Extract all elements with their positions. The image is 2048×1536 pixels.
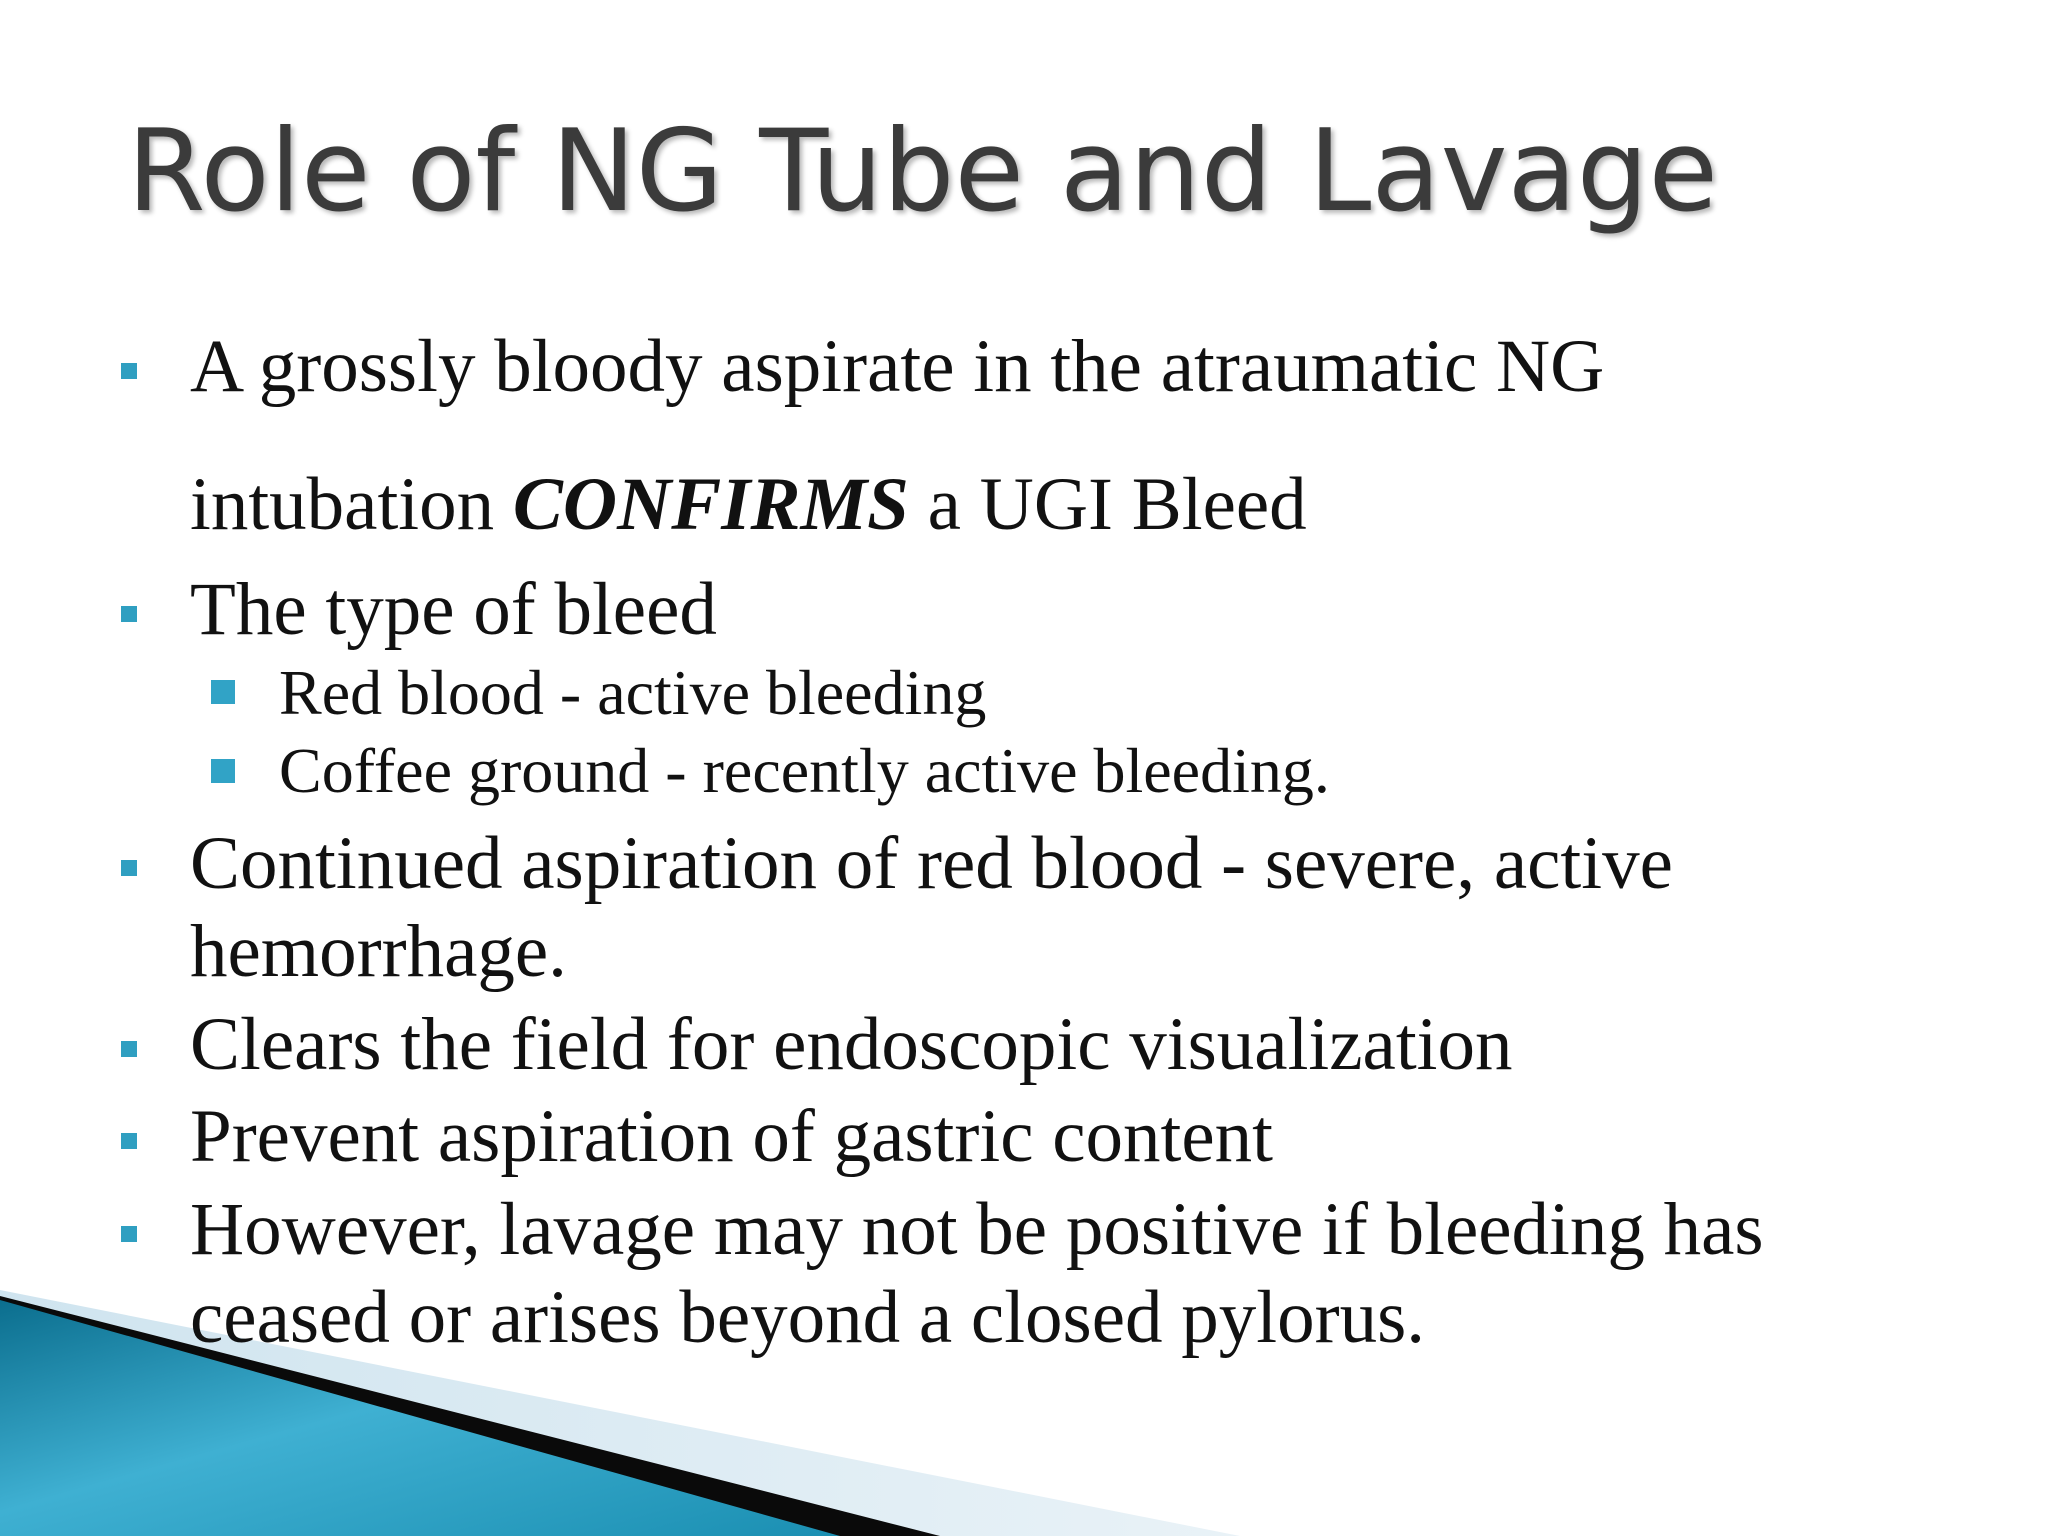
- bullet-1: [190, 323, 1604, 411]
- sub-bullet-1-text: Red blood - active bleeding: [279, 657, 987, 728]
- bullet-6-line-1: However, lavage may not be positive if bleeding has: [190, 1188, 1764, 1271]
- slide-title: Role of NG Tube and Lavage: [127, 105, 1718, 237]
- bullet-3-line-2: hemorrhage.: [190, 910, 567, 993]
- sub-bullet-1: [279, 655, 986, 731]
- bullet-4: [190, 1001, 1513, 1089]
- bullet-6: [190, 1186, 1764, 1362]
- bullet-square-icon: [121, 1041, 137, 1057]
- bullet-1-line-2-post: a UGI Bleed: [908, 463, 1307, 546]
- bullet-4-text: Clears the field for endoscopic visualization: [190, 1003, 1513, 1086]
- bullet-1-continuation: [190, 461, 1307, 549]
- bullet-square-icon: [121, 1133, 137, 1149]
- bullet-2: [190, 566, 717, 654]
- bullet-1-line-2-pre: intubation: [190, 463, 513, 546]
- bullet-2-text: The type of bleed: [190, 568, 717, 651]
- bullet-square-icon: [121, 860, 137, 876]
- sub-bullet-2: [279, 733, 1330, 809]
- bullet-1-line-1: A grossly bloody aspirate in the atraumatic NG: [190, 325, 1605, 408]
- sub-bullet-square-icon: [211, 680, 235, 704]
- bullet-5-text: Prevent aspiration of gastric content: [190, 1095, 1273, 1178]
- bullet-square-icon: [121, 1226, 137, 1242]
- bullet-6-line-2: ceased or arises beyond a closed pylorus.: [190, 1276, 1426, 1359]
- sub-bullet-2-text: Coffee ground - recently active bleeding.: [279, 735, 1330, 806]
- bullet-3: [190, 820, 1673, 996]
- bullet-3-line-1: Continued aspiration of red blood - severe, active: [190, 822, 1673, 905]
- bullet-5: [190, 1093, 1273, 1181]
- bullet-square-icon: [121, 363, 137, 379]
- bullet-1-emphasis: CONFIRMS: [512, 463, 909, 546]
- sub-bullet-square-icon: [211, 759, 235, 783]
- bullet-square-icon: [121, 606, 137, 622]
